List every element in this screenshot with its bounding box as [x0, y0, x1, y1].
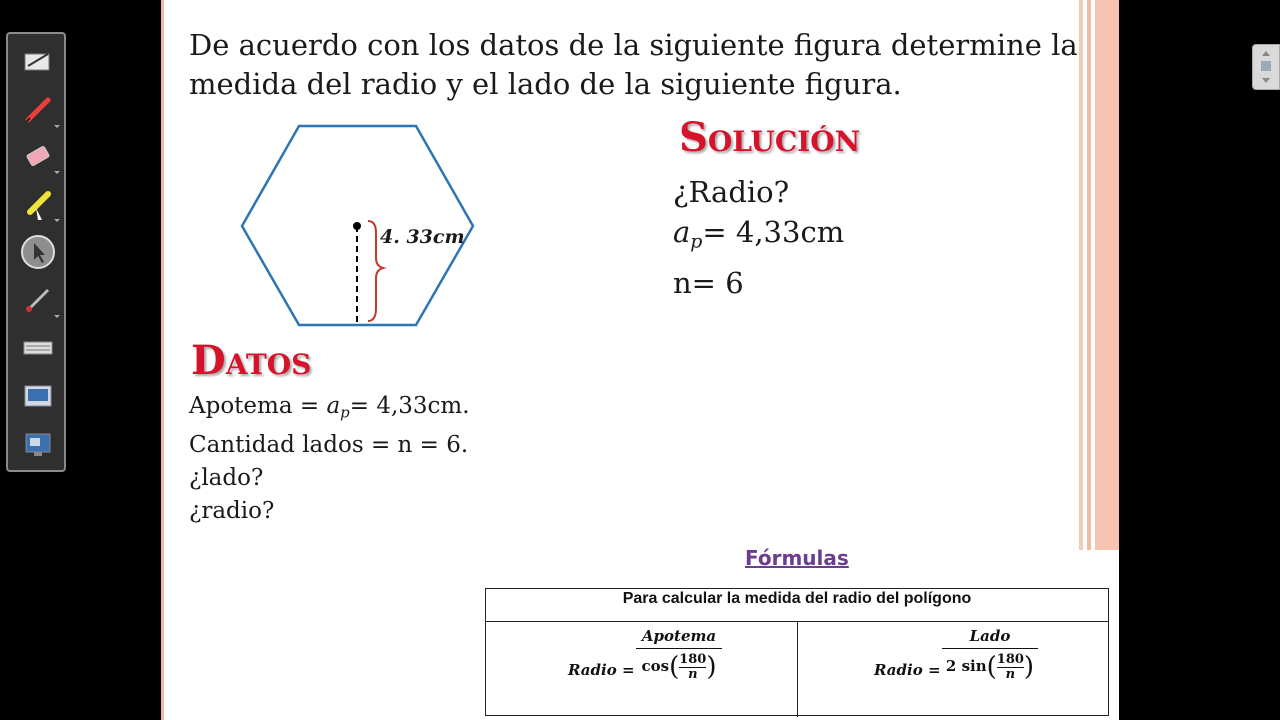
formulas-title: Fórmulas: [745, 546, 849, 570]
highlighter-icon[interactable]: [20, 186, 56, 222]
formula-2-denominator: 2 $\sin(\frac{180}{n})$: [945, 651, 1035, 682]
datos-lado-question: ¿lado?: [189, 465, 264, 492]
solution-apothem: $a_p= 4,33cm$: [673, 215, 845, 253]
problem-line-2: medida del radio y el lado de la siguiente figura.: [189, 67, 902, 101]
solution-heading: Solución: [679, 114, 861, 161]
brush-icon[interactable]: [20, 282, 56, 318]
problem-statement: [189, 26, 1089, 104]
side-panel-tab[interactable]: [1252, 44, 1280, 90]
slide-left-edge: [161, 0, 164, 720]
drawing-toolbar: [6, 32, 66, 472]
formulas-table: [485, 588, 1109, 716]
pen-icon[interactable]: [20, 92, 56, 128]
datos-apotema: Apotema = $a_p= 4,33cm$.: [189, 393, 470, 422]
formulas-table-header: Para calcular la medida del radio del polígono: [486, 589, 1108, 622]
problem-line-1: De acuerdo con los datos de la siguiente figura determine la: [189, 28, 1078, 62]
datos-heading: Datos: [191, 337, 312, 384]
keyboard-icon[interactable]: [20, 330, 56, 366]
formula-1-denominator: $\cos(\frac{180}{n})$: [641, 651, 717, 682]
notes-icon[interactable]: [20, 44, 56, 80]
datos-cantidad: Cantidad lados = n = 6.: [189, 432, 469, 459]
formula-cell-apothem: [486, 621, 797, 715]
solution-radius-question: ¿Radio?: [673, 175, 790, 209]
screen-capture-icon[interactable]: [20, 378, 56, 414]
formula-cell-side: [798, 621, 1109, 715]
datos-radio-question: ¿radio?: [189, 498, 275, 525]
formula-1-numerator: Apotema: [641, 627, 717, 645]
datos-block: [189, 390, 470, 528]
formula-1-fraction: [636, 627, 722, 682]
formula-2-lhs: Radio =: [874, 661, 941, 679]
panel-arrows-icon: [1253, 45, 1279, 89]
apothem-label: 4. 33cm: [380, 226, 465, 248]
formula-1-lhs: Radio =: [568, 661, 635, 679]
eraser-icon[interactable]: [20, 138, 56, 174]
display-icon[interactable]: [20, 426, 56, 462]
solution-n: n= 6: [673, 265, 744, 300]
formula-2-fraction: [942, 627, 1038, 682]
select-arrow-icon[interactable]: [20, 234, 56, 270]
solution-block: [673, 172, 844, 303]
formula-2-numerator: Lado: [969, 627, 1011, 645]
hexagon-figure: [236, 118, 566, 333]
slide: [161, 0, 1119, 720]
